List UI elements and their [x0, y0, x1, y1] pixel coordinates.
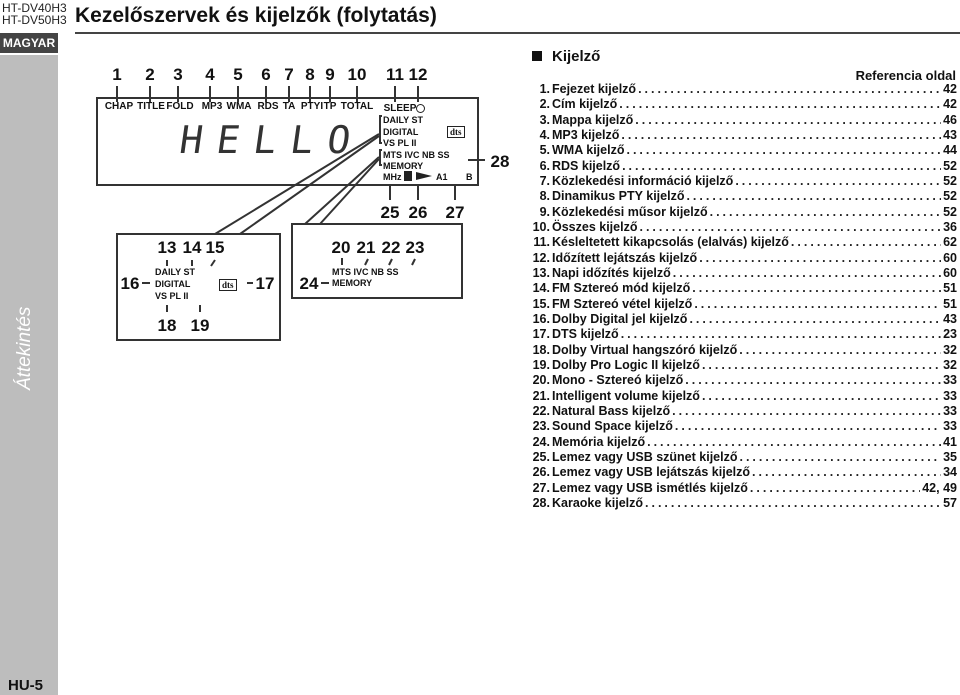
item-label: Dolby Virtual hangszóró kijelző: [552, 342, 738, 357]
item-number: 17.: [532, 327, 550, 342]
label-ta: TA: [282, 101, 296, 112]
list-item: [528, 205, 957, 220]
item-number: 15.: [532, 296, 550, 311]
callout-12: 12: [408, 65, 428, 84]
dot-leader: [692, 281, 941, 296]
item-label: Mappa kijelző: [552, 112, 634, 127]
dot-leader: [710, 205, 941, 220]
label-fold: FOLD: [166, 101, 194, 112]
item-page: 60: [943, 265, 957, 280]
callout-25: 25: [380, 203, 400, 222]
dot-leader: [672, 404, 941, 419]
item-number: 13.: [532, 265, 550, 280]
item-label: Sound Space kijelző: [552, 419, 673, 434]
page-number: HU-5: [8, 677, 44, 694]
item-label: Lemez vagy USB szünet kijelző: [552, 449, 738, 464]
item-label: MP3 kijelző: [552, 127, 620, 142]
item-page: 57: [943, 495, 957, 510]
callout-6: 6: [261, 65, 271, 84]
item-number: 10.: [532, 219, 550, 234]
item-number: 4.: [539, 127, 550, 142]
item-label: Dinamikus PTY kijelző: [552, 189, 685, 204]
item-page: 42, 49: [922, 480, 957, 495]
item-page: 52: [943, 173, 957, 188]
item-label: FM Sztereó mód kijelző: [552, 281, 691, 296]
item-label: Cím kijelző: [552, 97, 618, 112]
dot-leader: [645, 496, 941, 511]
label-tp: TP: [323, 101, 337, 112]
dot-leader: [694, 297, 941, 312]
callout-15: 15: [205, 238, 225, 257]
row-vs-pl2: VS PL II: [383, 138, 417, 148]
item-label: Közlekedési műsor kijelző: [552, 204, 708, 219]
callout-27: 27: [445, 203, 465, 222]
item-number: 25.: [532, 449, 550, 464]
item-number: 7.: [539, 173, 550, 188]
list-item: [528, 481, 957, 496]
label-rds: RDS: [257, 101, 279, 112]
row-digital: DIGITAL: [383, 127, 419, 137]
reference-header: Referencia oldal: [855, 68, 956, 83]
display-text: HELLO: [176, 118, 368, 162]
item-number: 2.: [539, 97, 550, 112]
dot-leader: [638, 82, 941, 97]
dot-leader: [621, 327, 941, 342]
list-item: [528, 312, 957, 327]
list-item: [528, 235, 957, 250]
item-page: 33: [943, 373, 957, 388]
item-number: 12.: [532, 250, 550, 265]
item-page: 33: [943, 388, 957, 403]
callout-2: 2: [145, 65, 155, 84]
callout-16: 16: [120, 274, 140, 293]
list-item: [528, 343, 957, 358]
item-label: Mono - Sztereó kijelző: [552, 373, 684, 388]
dot-leader: [635, 113, 941, 128]
callout-22: 22: [381, 238, 401, 257]
item-label: DTS kijelző: [552, 327, 619, 342]
list-item: [528, 327, 957, 342]
dot-leader: [702, 389, 941, 404]
item-page: 36: [943, 219, 957, 234]
item-page: 51: [943, 296, 957, 311]
item-page: 35: [943, 449, 957, 464]
item-page: 42: [943, 82, 957, 96]
label-total: TOTAL: [340, 101, 374, 112]
item-number: 1.: [539, 82, 550, 96]
list-item: [528, 174, 957, 189]
indicator-list: [528, 82, 957, 511]
item-page: 52: [943, 158, 957, 173]
lb-digital: DIGITAL: [155, 279, 191, 289]
item-label: Lemez vagy USB ismétlés kijelző: [552, 480, 748, 495]
item-page: 34: [943, 465, 957, 480]
item-number: 26.: [532, 465, 550, 480]
item-page: 60: [943, 250, 957, 265]
item-page: 23: [943, 327, 957, 342]
item-label: Napi időzítés kijelző: [552, 265, 671, 280]
item-number: 19.: [532, 357, 550, 372]
row-b: B: [466, 172, 473, 182]
item-label: Lemez vagy USB lejátszás kijelző: [552, 465, 751, 480]
list-item: [528, 419, 957, 434]
item-number: 24.: [532, 434, 550, 449]
dot-leader: [622, 159, 941, 174]
item-number: 21.: [532, 388, 550, 403]
callout-7: 7: [284, 65, 294, 84]
dot-leader: [639, 220, 941, 235]
list-item: [528, 82, 957, 97]
row-mhz: MHz: [383, 172, 402, 182]
list-item: [528, 128, 957, 143]
item-label: Natural Bass kijelző: [552, 403, 671, 418]
item-page: 44: [943, 143, 957, 158]
list-item: [528, 404, 957, 419]
model-numbers: HT-DV40H3 HT-DV50H3: [2, 1, 67, 27]
item-label: Késleltetett kikapcsolás (elalvás) kijelző: [552, 235, 789, 250]
item-page: 33: [943, 403, 957, 418]
list-item: [528, 97, 957, 112]
item-label: Összes kijelző: [552, 219, 638, 234]
item-label: Dolby Digital jel kijelző: [552, 311, 688, 326]
item-label: Memória kijelző: [552, 434, 646, 449]
dot-leader: [739, 450, 941, 465]
item-page: 41: [943, 434, 957, 449]
label-wma: WMA: [226, 101, 252, 112]
callout-24: 24: [299, 274, 319, 293]
callout-23: 23: [405, 238, 425, 257]
dot-leader: [689, 312, 941, 327]
item-number: 14.: [532, 281, 550, 296]
item-number: 22.: [532, 403, 550, 418]
item-number: 16.: [532, 311, 550, 326]
label-ptyi: PTYI: [300, 101, 324, 112]
callout-10: 10: [347, 65, 367, 84]
dot-leader: [685, 373, 941, 388]
item-label: WMA kijelző: [552, 143, 625, 158]
list-item: [528, 251, 957, 266]
item-number: 3.: [539, 112, 550, 127]
item-page: 46: [943, 112, 957, 127]
section-label: Áttekintés: [14, 306, 35, 390]
row-a1: A1: [436, 172, 448, 182]
list-item: [528, 450, 957, 465]
callout-1: 1: [112, 65, 122, 84]
item-label: Időzített lejátszás kijelző: [552, 250, 698, 265]
dot-leader: [699, 251, 941, 266]
list-item: [528, 358, 957, 373]
dot-leader: [626, 143, 941, 158]
item-number: 27.: [532, 480, 550, 495]
dot-leader: [621, 128, 941, 143]
list-item: [528, 220, 957, 235]
item-page: 43: [943, 311, 957, 326]
dot-leader: [673, 266, 941, 281]
item-page: 32: [943, 342, 957, 357]
callout-11: 11: [386, 65, 404, 84]
callout-21: 21: [356, 238, 376, 257]
item-page: 52: [943, 189, 957, 204]
list-item: [528, 389, 957, 404]
callout-17: 17: [255, 274, 275, 293]
item-label: Intelligent volume kijelző: [552, 388, 700, 403]
dot-leader: [686, 189, 941, 204]
list-item: [528, 266, 957, 281]
item-page: 51: [943, 281, 957, 296]
callout-9: 9: [325, 65, 335, 84]
item-number: 8.: [539, 189, 550, 204]
label-sleep: SLEEP: [383, 103, 417, 114]
item-label: Fejezet kijelző: [552, 82, 637, 96]
dot-leader: [619, 97, 941, 112]
item-label: RDS kijelző: [552, 158, 621, 173]
dot-leader: [791, 235, 941, 250]
rb-memory: MEMORY: [332, 278, 373, 288]
list-item: [528, 373, 957, 388]
rb-mts: MTS IVC NB SS: [332, 267, 399, 277]
item-number: 11.: [533, 235, 550, 250]
item-number: 9.: [539, 204, 550, 219]
language-tab: MAGYAR: [0, 33, 58, 53]
dot-leader: [750, 481, 920, 496]
dts-logo: dts: [447, 126, 465, 138]
item-number: 5.: [539, 143, 550, 158]
item-page: 62: [943, 235, 957, 250]
callout-14: 14: [182, 238, 202, 257]
callout-3: 3: [173, 65, 183, 84]
list-item: [528, 496, 957, 511]
label-chap: CHAP: [104, 101, 134, 112]
page-title: Kezelőszervek és kijelzők (folytatás): [75, 4, 437, 27]
dot-leader: [735, 174, 941, 189]
item-label: Karaoke kijelző: [552, 495, 644, 510]
dot-leader: [675, 419, 941, 434]
item-label: Közlekedési információ kijelző: [552, 173, 734, 188]
callout-8: 8: [305, 65, 315, 84]
item-page: 33: [943, 419, 957, 434]
callout-18: 18: [157, 316, 177, 335]
list-item: [528, 435, 957, 450]
row-mts: MTS IVC NB SS: [383, 150, 450, 160]
list-item: [528, 281, 957, 296]
row-daily-st: DAILY ST: [383, 115, 424, 125]
item-number: 20.: [532, 373, 550, 388]
clock-icon: [416, 104, 425, 113]
lb-daily-st: DAILY ST: [155, 267, 196, 277]
item-label: Dolby Pro Logic II kijelző: [552, 357, 700, 372]
callout-28: 28: [490, 152, 510, 171]
lb-vs-pl2: VS PL II: [155, 291, 189, 301]
item-page: 42: [943, 97, 957, 112]
list-item: [528, 465, 957, 480]
row-memory: MEMORY: [383, 161, 424, 171]
label-title: TITLE: [137, 101, 165, 112]
item-page: 32: [943, 357, 957, 372]
dot-leader: [702, 358, 941, 373]
item-number: 23.: [532, 419, 550, 434]
item-label: FM Sztereó vétel kijelző: [552, 296, 693, 311]
item-number: 18.: [532, 342, 550, 357]
dot-leader: [752, 465, 941, 480]
callout-20: 20: [331, 238, 351, 257]
dot-leader: [647, 435, 941, 450]
callout-5: 5: [233, 65, 243, 84]
callout-19: 19: [190, 316, 210, 335]
callout-13: 13: [157, 238, 177, 257]
list-item: [528, 297, 957, 312]
label-mp3: MP3: [201, 101, 223, 112]
list-item: [528, 189, 957, 204]
item-page: 52: [943, 204, 957, 219]
dts-logo-small: dts: [219, 279, 237, 291]
list-item: [528, 113, 957, 128]
list-item: [528, 143, 957, 158]
list-item: [528, 159, 957, 174]
item-number: 28.: [532, 495, 550, 510]
item-number: 6.: [539, 158, 550, 173]
section-heading: Kijelző: [532, 48, 600, 65]
square-bullet-icon: [532, 51, 542, 61]
dot-leader: [739, 343, 941, 358]
callout-26: 26: [408, 203, 428, 222]
callout-4: 4: [205, 65, 215, 84]
item-page: 43: [943, 127, 957, 142]
